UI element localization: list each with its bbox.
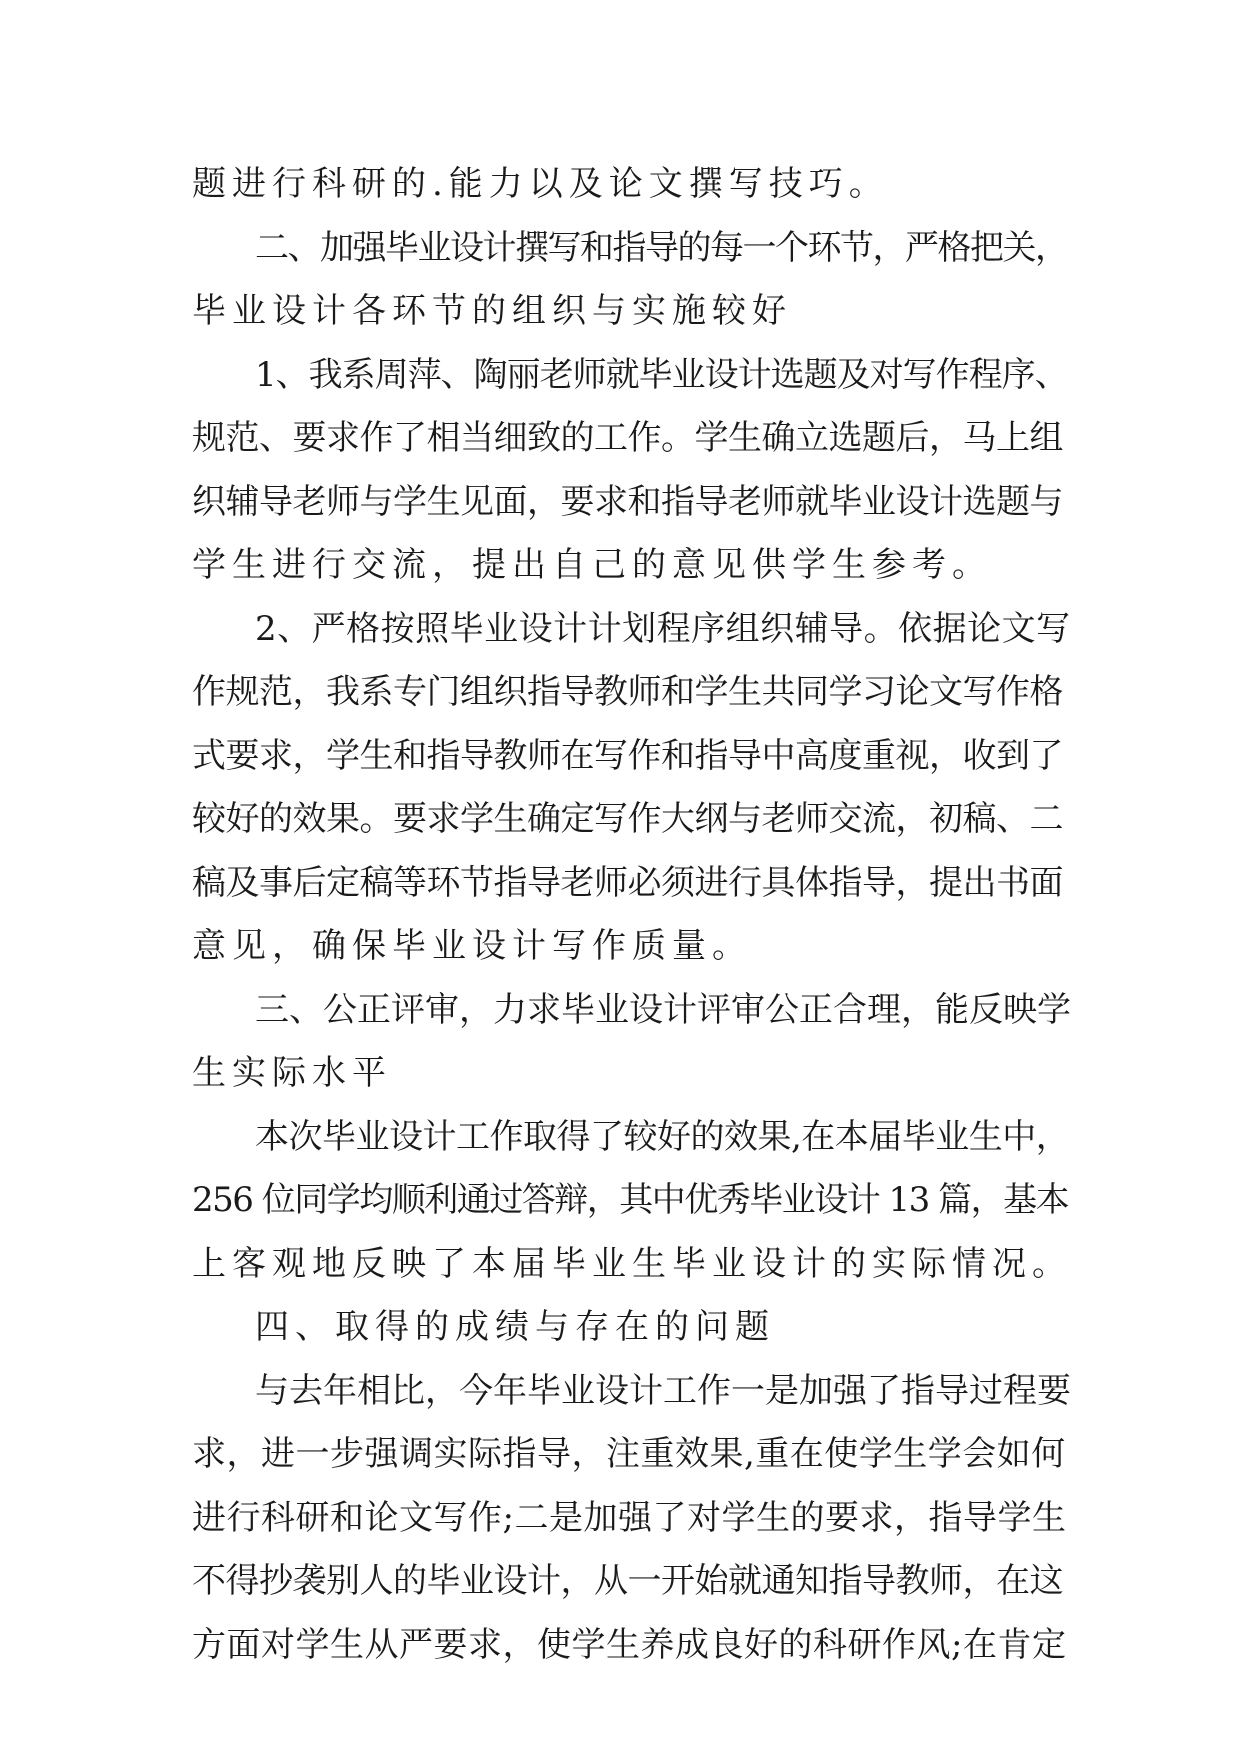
- text-line: 三、公正评审，力求毕业设计评审公正合理，能反映学: [255, 989, 1071, 1030]
- text-line: 稿及事后定稿等环节指导老师必须进行具体指导，提出书面: [192, 862, 1063, 903]
- text-line: 毕业设计各环节的组织与实施较好: [192, 291, 792, 331]
- text-line: 作规范，我系专门组织指导教师和学生共同学习论文写作格: [192, 672, 1063, 712]
- text-line: 不得抄袭别人的毕业设计，从一开始就通知指导教师，在这: [192, 1561, 1063, 1601]
- text-line: 2、严格按照毕业设计计划程序组织辅导。依据论文写: [255, 608, 1071, 649]
- text-line: 较好的效果。要求学生确定写作大纲与老师交流，初稿、二: [192, 799, 1063, 839]
- text-line: 方面对学生从严要求，使学生养成良好的科研作风;在肯定: [192, 1624, 1067, 1665]
- text-line: 织辅导老师与学生见面，要求和指导老师就毕业设计选题与: [192, 481, 1063, 522]
- text-line: 二、加强毕业设计撰写和指导的每一个环节，严格把关，: [255, 227, 1068, 268]
- text-line: 式要求，学生和指导教师在写作和指导中高度重视，收到了: [192, 735, 1063, 776]
- text-line: 与去年相比，今年毕业设计工作一是加强了指导过程要: [255, 1370, 1071, 1411]
- text-line: 进行科研和论文写作;二是加强了对学生的要求，指导学生: [192, 1497, 1067, 1538]
- text-line: 上客观地反映了本届毕业生毕业设计的实际情况。: [192, 1243, 1072, 1284]
- text-line: 生实际水平: [192, 1053, 392, 1093]
- document-body: [192, 153, 1072, 1677]
- text-line: 1、我系周萍、陶丽老师就毕业设计选题及对写作程序、: [255, 354, 1068, 395]
- text-line: 四、取得的成绩与存在的问题: [255, 1307, 775, 1347]
- text-line: 意见，确保毕业设计写作质量。: [192, 926, 752, 966]
- text-line: 学生进行交流，提出自己的意见供学生参考。: [192, 545, 992, 585]
- text-line: 规范、要求作了相当细致的工作。学生确立选题后，马上组: [192, 418, 1063, 458]
- text-line: 256 位同学均顺利通过答辩，其中优秀毕业设计 13 篇，基本: [192, 1180, 1069, 1220]
- text-line: 本次毕业设计工作取得了较好的效果,在本届毕业生中，: [255, 1116, 1070, 1157]
- text-line: 求，进一步强调实际指导，注重效果,重在使学生学会如何: [192, 1434, 1066, 1474]
- text-line: 题进行科研的.能力以及论文撰写技巧。: [192, 164, 889, 204]
